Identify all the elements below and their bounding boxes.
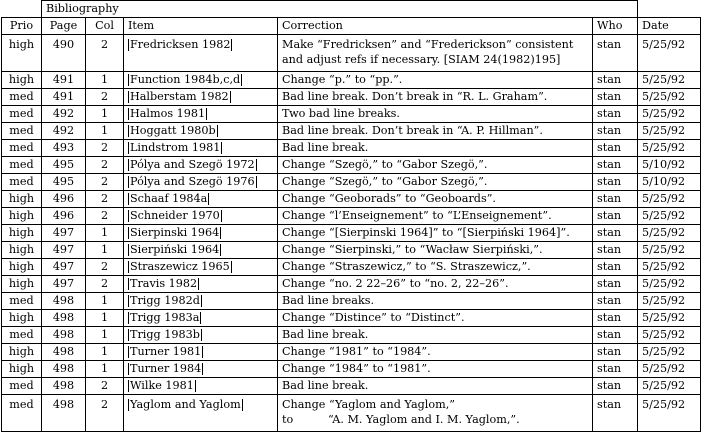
cell-prio: high bbox=[2, 208, 42, 225]
cell-correction bbox=[278, 395, 593, 432]
item-citation: Hoggatt 1980b bbox=[130, 124, 216, 137]
cell-prio: high bbox=[2, 225, 42, 242]
item-citation: Lindstrom 1981 bbox=[130, 141, 221, 154]
cell-date: 5/25/92 bbox=[638, 310, 701, 327]
header-who: Who bbox=[593, 18, 638, 35]
table-row bbox=[2, 327, 701, 344]
cell-correction bbox=[278, 310, 593, 327]
cell-who: stan bbox=[593, 310, 638, 327]
correction-text-line2: and adjust refs if necessary. [SIAM 24(1982)195] bbox=[282, 53, 561, 66]
cell-who: stan bbox=[593, 35, 638, 72]
item-citation: Trigg 1983b bbox=[130, 328, 200, 341]
cell-correction bbox=[278, 106, 593, 123]
correction-text: Change “Distince” to “Distinct”. bbox=[282, 311, 465, 324]
cell-correction bbox=[278, 327, 593, 344]
cell-item bbox=[124, 310, 278, 327]
cell-who: stan bbox=[593, 242, 638, 259]
cell-correction bbox=[278, 35, 593, 72]
cell-correction bbox=[278, 89, 593, 106]
cell-col: 1 bbox=[86, 72, 124, 89]
cell-col: 2 bbox=[86, 276, 124, 293]
cell-who: stan bbox=[593, 191, 638, 208]
errata-table bbox=[1, 0, 701, 432]
cell-page: 493 bbox=[42, 140, 86, 157]
cell-correction bbox=[278, 208, 593, 225]
cell-prio: med bbox=[2, 327, 42, 344]
item-citation: Wilke 1981 bbox=[130, 379, 194, 392]
item-citation: Turner 1981 bbox=[130, 345, 202, 358]
cell-who: stan bbox=[593, 157, 638, 174]
cell-page: 497 bbox=[42, 276, 86, 293]
correction-text: Make “Fredricksen” and “Frederickson” consistent bbox=[282, 38, 574, 51]
correction-text: Change “Yaglom and Yaglom,” bbox=[282, 398, 455, 411]
correction-text: Bad line breaks. bbox=[282, 294, 375, 307]
cell-col: 1 bbox=[86, 123, 124, 140]
cell-prio: med bbox=[2, 140, 42, 157]
cell-who: stan bbox=[593, 276, 638, 293]
cell-date: 5/25/92 bbox=[638, 259, 701, 276]
cell-date: 5/25/92 bbox=[638, 35, 701, 72]
item-citation: Schaaf 1984a bbox=[130, 192, 208, 205]
header-col: Col bbox=[86, 18, 124, 35]
cell-date: 5/25/92 bbox=[638, 361, 701, 378]
cell-col: 2 bbox=[86, 378, 124, 395]
cell-page: 492 bbox=[42, 106, 86, 123]
cell-who: stan bbox=[593, 344, 638, 361]
cell-page: 496 bbox=[42, 208, 86, 225]
cell-item bbox=[124, 225, 278, 242]
cell-item bbox=[124, 72, 278, 89]
cell-prio: high bbox=[2, 72, 42, 89]
correction-text-line2 bbox=[282, 412, 588, 427]
cell-col: 1 bbox=[86, 344, 124, 361]
header-date: Date bbox=[638, 18, 701, 35]
cell-item bbox=[124, 123, 278, 140]
cell-date: 5/10/92 bbox=[638, 174, 701, 191]
correction-text: Change “Szegö,” to “Gabor Szegö,”. bbox=[282, 175, 488, 188]
table-row bbox=[2, 259, 701, 276]
cell-who: stan bbox=[593, 140, 638, 157]
item-citation: Sierpinski 1964 bbox=[130, 226, 220, 239]
cell-page: 495 bbox=[42, 157, 86, 174]
cell-page: 497 bbox=[42, 259, 86, 276]
item-citation: Yaglom and Yaglom bbox=[130, 398, 241, 411]
cell-item bbox=[124, 327, 278, 344]
item-citation: Fredricksen 1982 bbox=[130, 38, 231, 51]
cell-item bbox=[124, 157, 278, 174]
cell-page: 497 bbox=[42, 225, 86, 242]
correction-text: Change “Sierpinski,” to “Wacław Sierpiński,”. bbox=[282, 243, 543, 256]
cell-who: stan bbox=[593, 72, 638, 89]
correction-text: Change “Szegö,” to “Gabor Szegö,”. bbox=[282, 158, 488, 171]
item-citation: Schneider 1970 bbox=[130, 209, 220, 222]
cell-col: 2 bbox=[86, 174, 124, 191]
table-row bbox=[2, 35, 701, 72]
correction-text: Change “1981” to “1984”. bbox=[282, 345, 431, 358]
cell-page: 496 bbox=[42, 191, 86, 208]
caption-row bbox=[2, 1, 701, 18]
table-title: Bibliography bbox=[42, 1, 638, 18]
cell-correction bbox=[278, 72, 593, 89]
cell-prio: med bbox=[2, 123, 42, 140]
cell-col: 2 bbox=[86, 395, 124, 432]
cell-who: stan bbox=[593, 259, 638, 276]
item-citation: Sierpiński 1964 bbox=[130, 243, 220, 256]
cell-prio: med bbox=[2, 293, 42, 310]
cell-who: stan bbox=[593, 327, 638, 344]
table-row bbox=[2, 378, 701, 395]
item-citation: Straszewicz 1965 bbox=[130, 260, 230, 273]
cell-page: 498 bbox=[42, 310, 86, 327]
cell-col: 2 bbox=[86, 259, 124, 276]
cell-col: 1 bbox=[86, 327, 124, 344]
cell-page: 498 bbox=[42, 361, 86, 378]
cell-who: stan bbox=[593, 293, 638, 310]
cell-col: 1 bbox=[86, 293, 124, 310]
cell-item bbox=[124, 344, 278, 361]
cell-col: 2 bbox=[86, 208, 124, 225]
table-row bbox=[2, 361, 701, 378]
correction-text: Change “Straszewicz,” to “S. Straszewicz,”. bbox=[282, 260, 531, 273]
cell-prio: med bbox=[2, 157, 42, 174]
cell-who: stan bbox=[593, 89, 638, 106]
cell-prio: high bbox=[2, 191, 42, 208]
item-citation: Function 1984b,c,d bbox=[130, 73, 241, 86]
table-row bbox=[2, 225, 701, 242]
cell-date: 5/10/92 bbox=[638, 157, 701, 174]
cell-date: 5/25/92 bbox=[638, 242, 701, 259]
cell-item bbox=[124, 208, 278, 225]
cell-page: 490 bbox=[42, 35, 86, 72]
cell-correction bbox=[278, 293, 593, 310]
cell-correction bbox=[278, 191, 593, 208]
table-row bbox=[2, 72, 701, 89]
cell-prio: high bbox=[2, 259, 42, 276]
table-row bbox=[2, 395, 701, 432]
cell-prio: med bbox=[2, 395, 42, 432]
table-row bbox=[2, 140, 701, 157]
cell-who: stan bbox=[593, 395, 638, 432]
cell-item bbox=[124, 242, 278, 259]
item-citation: Travis 1982 bbox=[130, 277, 198, 290]
cell-prio: med bbox=[2, 174, 42, 191]
cell-date: 5/25/92 bbox=[638, 106, 701, 123]
cell-who: stan bbox=[593, 106, 638, 123]
correction-text: Two bad line breaks. bbox=[282, 107, 400, 120]
cell-correction bbox=[278, 259, 593, 276]
item-citation: Pólya and Szegö 1972 bbox=[130, 158, 255, 171]
cell-date: 5/25/92 bbox=[638, 293, 701, 310]
cell-page: 492 bbox=[42, 123, 86, 140]
cell-page: 498 bbox=[42, 395, 86, 432]
cell-correction bbox=[278, 378, 593, 395]
cell-date: 5/25/92 bbox=[638, 395, 701, 432]
cell-item bbox=[124, 293, 278, 310]
cell-correction bbox=[278, 123, 593, 140]
cell-item bbox=[124, 174, 278, 191]
cell-item bbox=[124, 378, 278, 395]
cell-item bbox=[124, 395, 278, 432]
item-citation: Pólya and Szegö 1976 bbox=[130, 175, 255, 188]
cell-prio: high bbox=[2, 35, 42, 72]
table-row bbox=[2, 174, 701, 191]
cell-date: 5/25/92 bbox=[638, 208, 701, 225]
cell-col: 1 bbox=[86, 225, 124, 242]
correction-to-word: to bbox=[282, 413, 294, 426]
cell-prio: med bbox=[2, 378, 42, 395]
cell-prio: high bbox=[2, 242, 42, 259]
header-item: Item bbox=[124, 18, 278, 35]
table-row bbox=[2, 89, 701, 106]
cell-page: 498 bbox=[42, 293, 86, 310]
correction-text: Change “no. 2 22–26” to “no. 2, 22–26”. bbox=[282, 277, 509, 290]
cell-prio: high bbox=[2, 344, 42, 361]
cell-date: 5/25/92 bbox=[638, 225, 701, 242]
cell-col: 2 bbox=[86, 140, 124, 157]
cell-item bbox=[124, 259, 278, 276]
cell-item bbox=[124, 89, 278, 106]
cell-correction bbox=[278, 225, 593, 242]
cell-col: 1 bbox=[86, 310, 124, 327]
item-citation: Halberstam 1982 bbox=[130, 90, 229, 103]
correction-text: Change “Geoborads” to “Geoboards”. bbox=[282, 192, 496, 205]
table-row bbox=[2, 208, 701, 225]
cell-who: stan bbox=[593, 208, 638, 225]
cell-who: stan bbox=[593, 378, 638, 395]
cell-item bbox=[124, 191, 278, 208]
cell-page: 491 bbox=[42, 89, 86, 106]
cell-item bbox=[124, 140, 278, 157]
cell-date: 5/25/92 bbox=[638, 378, 701, 395]
cell-page: 498 bbox=[42, 327, 86, 344]
cell-prio: high bbox=[2, 310, 42, 327]
header-page: Page bbox=[42, 18, 86, 35]
cell-page: 498 bbox=[42, 344, 86, 361]
cell-page: 498 bbox=[42, 378, 86, 395]
cell-col: 1 bbox=[86, 242, 124, 259]
cell-date: 5/25/92 bbox=[638, 89, 701, 106]
cell-col: 1 bbox=[86, 361, 124, 378]
cell-page: 495 bbox=[42, 174, 86, 191]
cell-item bbox=[124, 106, 278, 123]
cell-date: 5/25/92 bbox=[638, 140, 701, 157]
cell-col: 1 bbox=[86, 106, 124, 123]
table-row bbox=[2, 310, 701, 327]
correction-text: Change “l’Enseignement” to “L’Enseignement”. bbox=[282, 209, 552, 222]
cell-who: stan bbox=[593, 123, 638, 140]
cell-date: 5/25/92 bbox=[638, 276, 701, 293]
cell-col: 2 bbox=[86, 89, 124, 106]
correction-text: Change “1984” to “1981”. bbox=[282, 362, 431, 375]
correction-text: Bad line break. Don’t break in “A. P. Hillman”. bbox=[282, 124, 543, 137]
correction-text: Bad line break. bbox=[282, 328, 369, 341]
cell-date: 5/25/92 bbox=[638, 72, 701, 89]
item-citation: Turner 1984 bbox=[130, 362, 202, 375]
item-citation: Trigg 1982d bbox=[130, 294, 200, 307]
item-citation: Trigg 1983a bbox=[130, 311, 200, 324]
cell-date: 5/25/92 bbox=[638, 123, 701, 140]
cell-correction bbox=[278, 344, 593, 361]
cell-date: 5/25/92 bbox=[638, 327, 701, 344]
table-row bbox=[2, 191, 701, 208]
correction-text: Bad line break. Don’t break in “R. L. Graham”. bbox=[282, 90, 548, 103]
correction-text: Bad line break. bbox=[282, 141, 369, 154]
table-row bbox=[2, 242, 701, 259]
table-row bbox=[2, 106, 701, 123]
cell-item bbox=[124, 35, 278, 72]
cell-item bbox=[124, 276, 278, 293]
correction-text: Bad line break. bbox=[282, 379, 369, 392]
correction-replacement: “A. M. Yaglom and I. M. Yaglom,”. bbox=[328, 413, 520, 426]
cell-prio: med bbox=[2, 106, 42, 123]
table-row bbox=[2, 123, 701, 140]
cell-who: stan bbox=[593, 225, 638, 242]
cell-date: 5/25/92 bbox=[638, 344, 701, 361]
cell-correction bbox=[278, 157, 593, 174]
header-row bbox=[2, 18, 701, 35]
table-row bbox=[2, 276, 701, 293]
cell-correction bbox=[278, 174, 593, 191]
cell-correction bbox=[278, 140, 593, 157]
cell-col: 2 bbox=[86, 191, 124, 208]
cell-who: stan bbox=[593, 361, 638, 378]
cell-page: 497 bbox=[42, 242, 86, 259]
cell-prio: high bbox=[2, 276, 42, 293]
header-prio: Prio bbox=[2, 18, 42, 35]
cell-correction bbox=[278, 242, 593, 259]
cell-col: 2 bbox=[86, 157, 124, 174]
cell-prio: high bbox=[2, 361, 42, 378]
cell-page: 491 bbox=[42, 72, 86, 89]
cell-col: 2 bbox=[86, 35, 124, 72]
cell-correction bbox=[278, 276, 593, 293]
item-citation: Halmos 1981 bbox=[130, 107, 206, 120]
table-row bbox=[2, 293, 701, 310]
correction-text: Change “[Sierpinski 1964]” to “[Sierpiński 1964]”. bbox=[282, 226, 570, 239]
cell-date: 5/25/92 bbox=[638, 191, 701, 208]
table-row bbox=[2, 157, 701, 174]
cell-correction bbox=[278, 361, 593, 378]
cell-item bbox=[124, 361, 278, 378]
correction-text: Change “p.” to “pp.”. bbox=[282, 73, 403, 86]
table-row bbox=[2, 344, 701, 361]
header-correction: Correction bbox=[278, 18, 593, 35]
cell-who: stan bbox=[593, 174, 638, 191]
cell-prio: med bbox=[2, 89, 42, 106]
